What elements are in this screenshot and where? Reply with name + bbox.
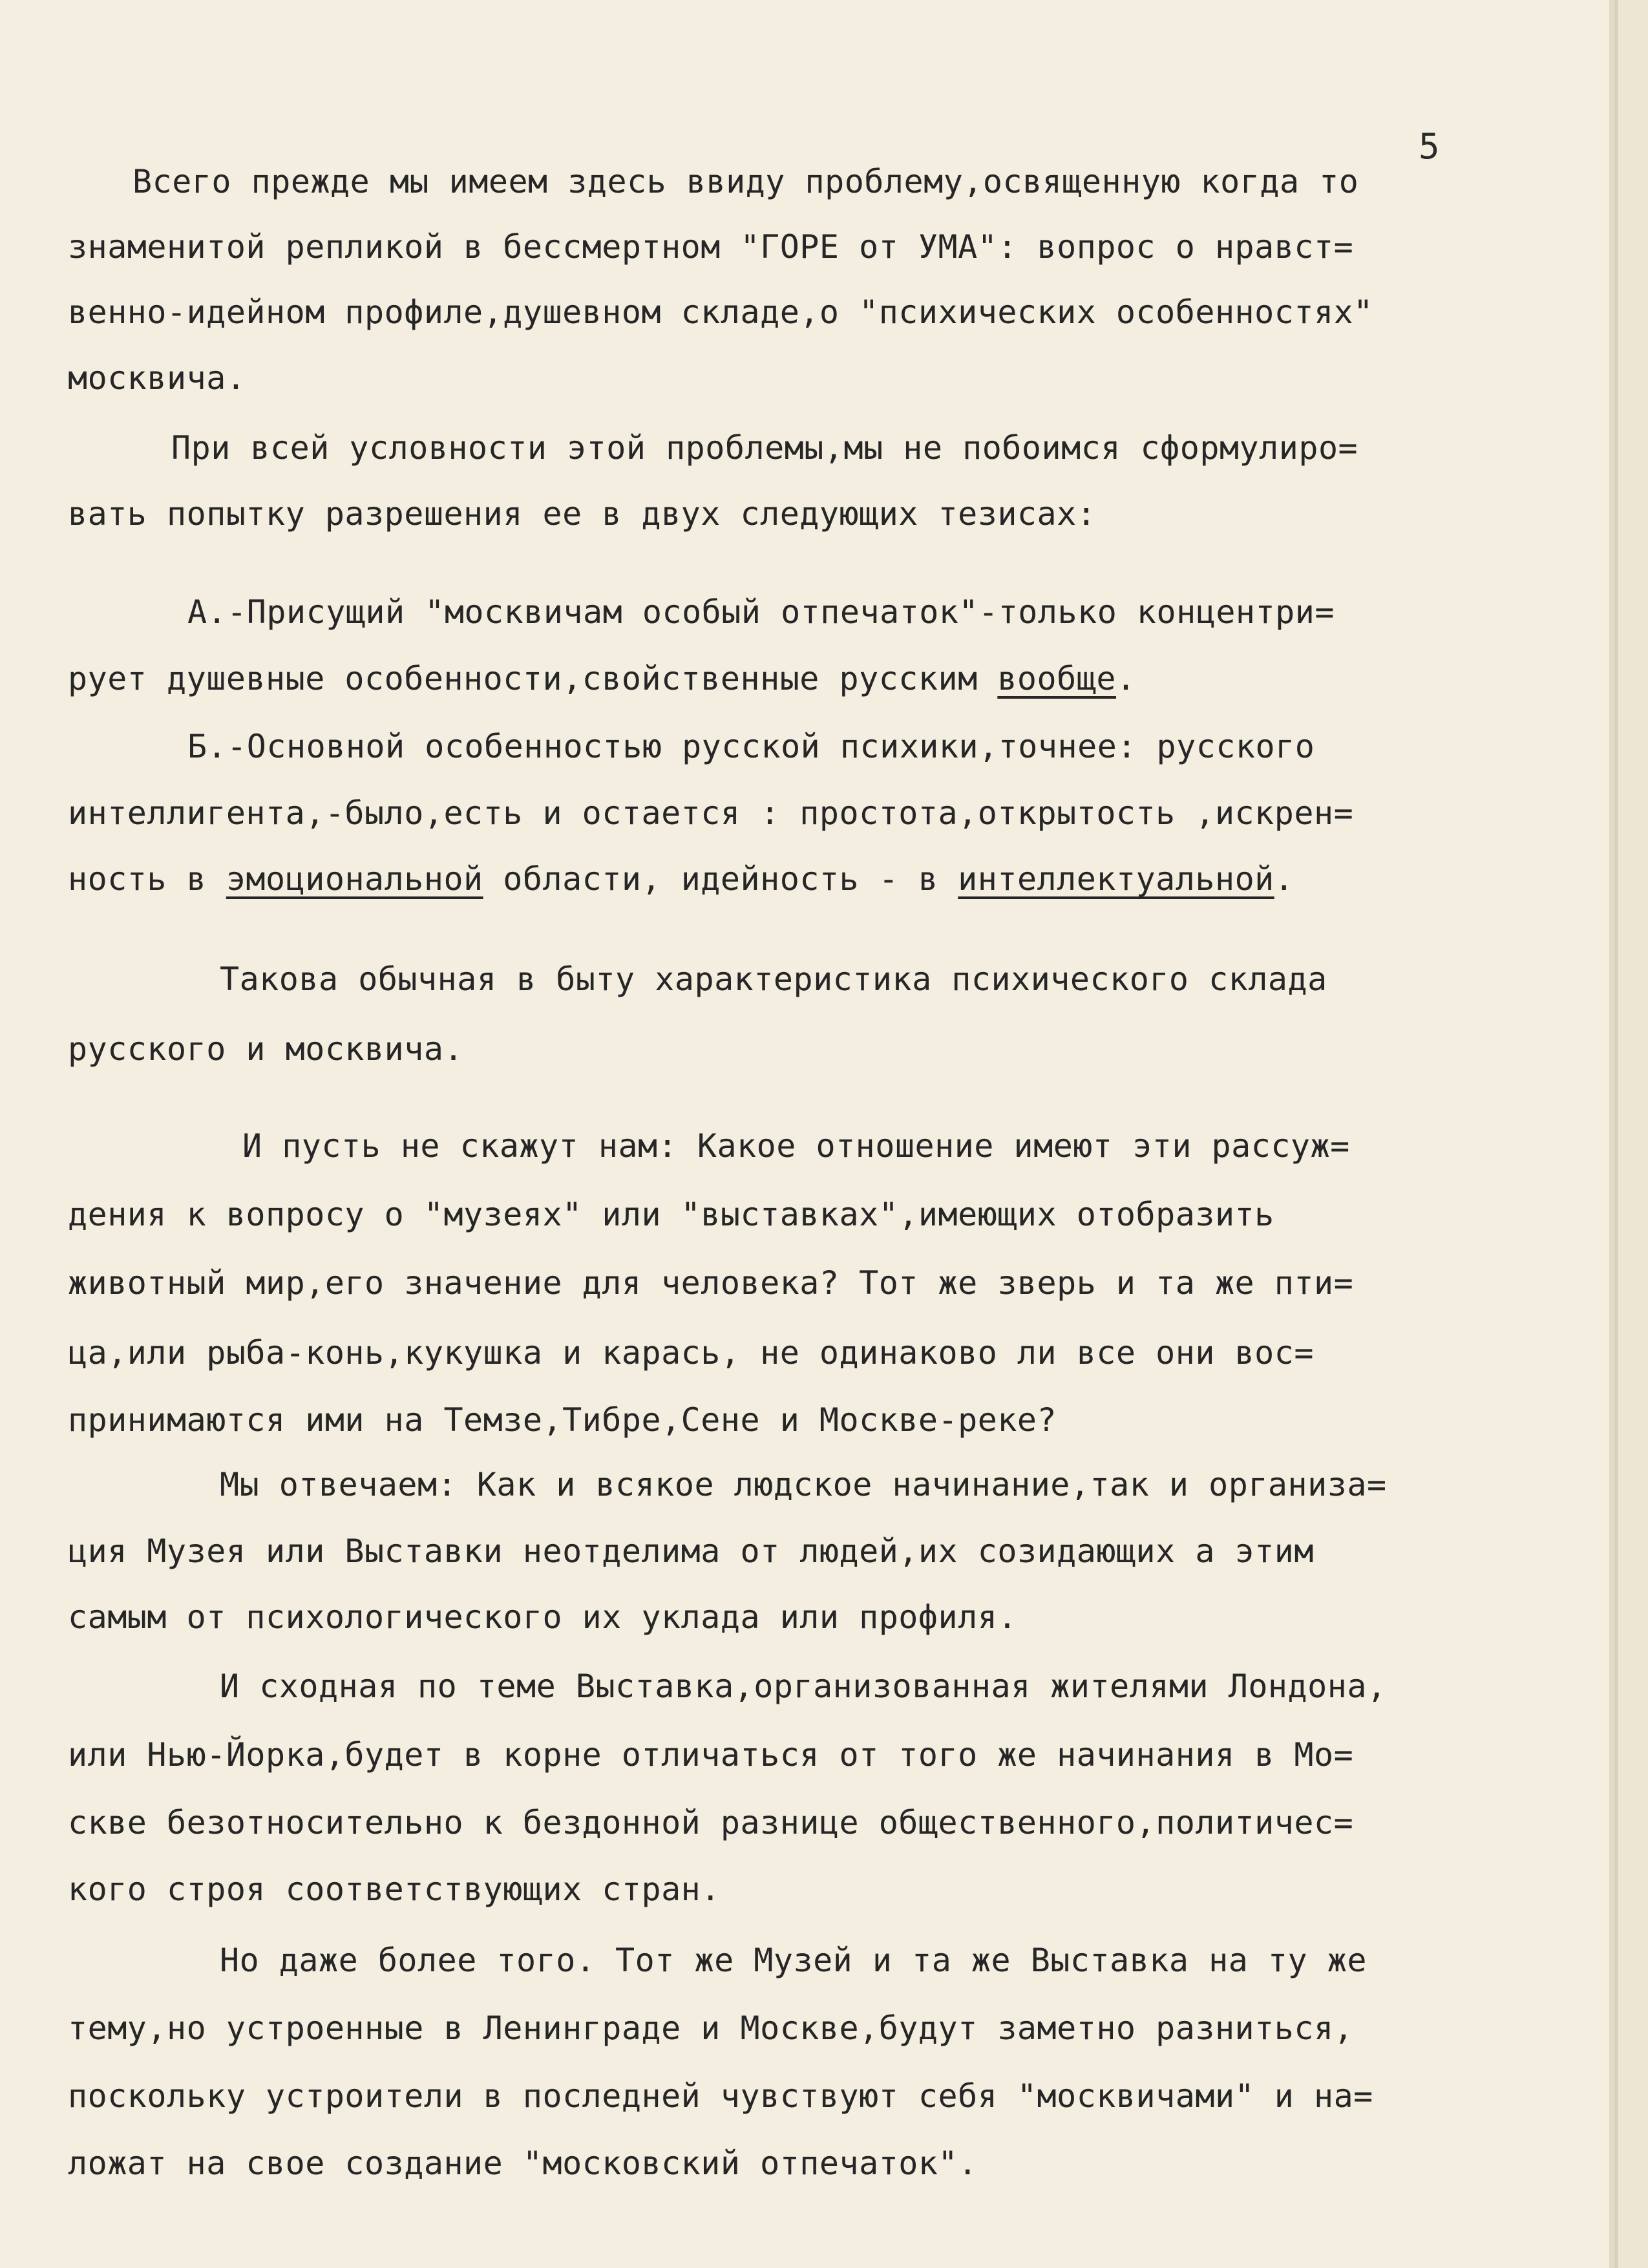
text-line: Мы отвечаем: Как и всякое людское начинание,так и организа= [220, 1466, 1387, 1503]
page-number: 5 [1419, 126, 1440, 167]
text-line: москвича. [68, 359, 246, 397]
text-line: ция Музея или Выставки неотделима от людей,их созидающих а этим [68, 1532, 1314, 1570]
text-line: знаменитой репликой в бессмертном "ГОРЕ от УМА": вопрос о нравст= [68, 228, 1354, 266]
text-line: вать попытку разрешения ее в двух следующих тезисах: [68, 495, 1097, 533]
text-line: венно-идейном профиле,душевном складе,о "психических особенностях" [68, 293, 1373, 331]
text-line: животный мир,его значение для человека? Тот же зверь и та же пти= [68, 1264, 1354, 1302]
text-line: дения к вопросу о "музеях" или "выставках",имеющих отобразить [68, 1196, 1274, 1233]
text-line: Б.-Основной особенностью русской психики,точнее: русского [187, 728, 1315, 765]
text-line: рует душевные особенности,свойственные русским вообще. [68, 660, 1136, 697]
text-line: И сходная по теме Выставка,организованная жителями Лондона, [220, 1668, 1387, 1705]
text-line: или Нью-Йорка,будет в корне отличаться от того же начинания в Мо= [68, 1736, 1354, 1774]
text-line: ложат на свое создание "московский отпечаток". [68, 2145, 978, 2182]
text-line: русского и москвича. [68, 1030, 464, 1068]
text-line: А.-Присущий "москвичам особый отпечаток"-только концентри= [187, 593, 1335, 631]
underlined-word: интеллектуальной [958, 860, 1274, 898]
text-line: поскольку устроители в последней чувствуют себя "москвичами" и на= [68, 2077, 1373, 2115]
text-line: скве безотносительно к бездонной разнице общественного,политичес= [68, 1804, 1354, 1841]
text-line: ца,или рыба-конь,кукушка и карась, не одинаково ли все они вос= [68, 1334, 1314, 1372]
text-line: ность в эмоциональной области, идейность - в интеллектуальной. [68, 860, 1294, 898]
text-line: Но даже более того. Тот же Музей и та же Выставка на ту же [220, 1942, 1367, 1979]
text-line: При всей условности этой проблемы,мы не побоимся сформулиро= [171, 429, 1358, 467]
text-line: кого строя соответствующих стран. [68, 1871, 721, 1908]
text-line: И пусть не скажут нам: Какое отношение имеют эти рассуж= [242, 1127, 1350, 1165]
text-line: Всего прежде мы имеем здесь ввиду проблему,освященную когда то [132, 163, 1359, 200]
text-line: тему,но устроенные в Ленинграде и Москве,будут заметно разниться, [68, 2009, 1354, 2047]
underlined-word: эмоциональной [226, 860, 483, 898]
underlined-word: вообще [997, 660, 1116, 697]
text-line: принимаются ими на Темзе,Тибре,Сене и Москве-реке? [68, 1401, 1057, 1439]
text-line: самым от психологического их уклада или профиля. [68, 1598, 1017, 1636]
text-line: Такова обычная в быту характеристика психического склада [220, 960, 1327, 998]
text-line: интеллигента,-было,есть и остается : простота,открытость ,искрен= [68, 794, 1354, 832]
